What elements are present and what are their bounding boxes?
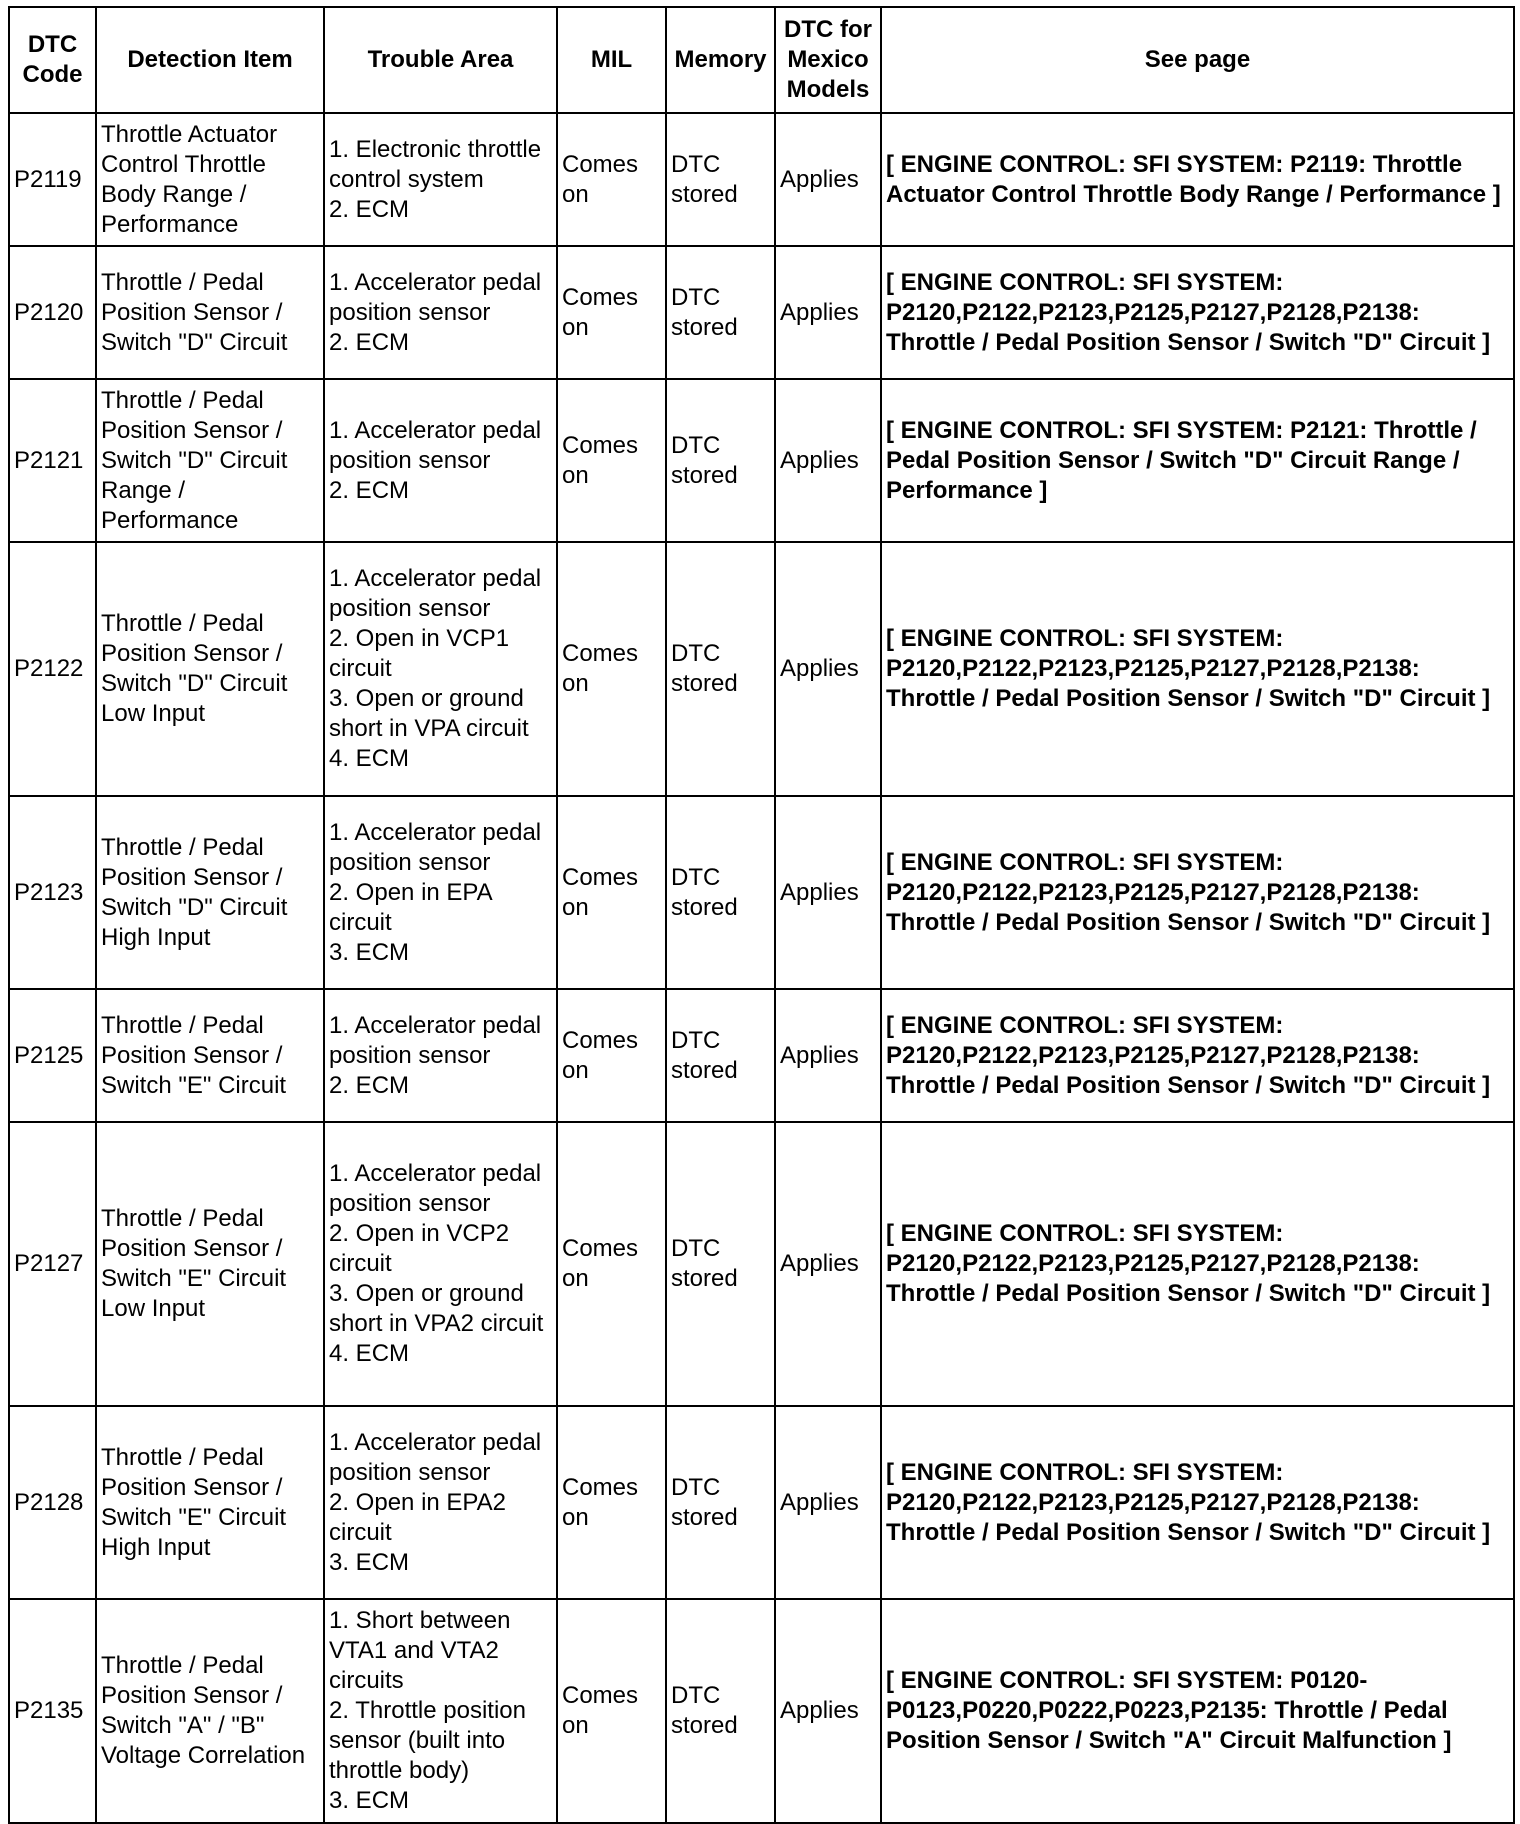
memory-cell: DTC stored — [666, 1599, 775, 1823]
trouble-area-cell — [324, 246, 557, 379]
mexico-cell: Applies — [775, 542, 881, 796]
dtc-code-cell: P2127 — [9, 1122, 96, 1406]
see-page-link[interactable]: [ ENGINE CONTROL: SFI SYSTEM: P2119: Throttle Actuator Control Throttle Body Range / Performance ] — [881, 113, 1514, 246]
see-page-link[interactable]: [ ENGINE CONTROL: SFI SYSTEM: P2121: Throttle / Pedal Position Sensor / Switch "D" Circuit Range / Performance ] — [881, 379, 1514, 542]
trouble-area-line: 2. Open in EPA circuit — [329, 878, 492, 936]
mexico-cell: Applies — [775, 989, 881, 1122]
table-row — [9, 246, 1514, 379]
mil-cell: Comes on — [557, 1599, 666, 1823]
detection-item-cell: Throttle / Pedal Position Sensor / Switch "D" Circuit Range / Performance — [96, 379, 324, 542]
trouble-area-cell — [324, 113, 557, 246]
mexico-cell: Applies — [775, 796, 881, 989]
mil-cell: Comes on — [557, 1406, 666, 1599]
header-mil: MIL — [557, 7, 666, 113]
dtc-code-cell: P2119 — [9, 113, 96, 246]
memory-cell: DTC stored — [666, 989, 775, 1122]
see-page-link[interactable]: [ ENGINE CONTROL: SFI SYSTEM: P2120,P2122,P2123,P2125,P2127,P2128,P2138: Throttle / Pedal Position Sensor / Switch "D" Circuit ] — [881, 1122, 1514, 1406]
trouble-area-cell — [324, 1599, 557, 1823]
trouble-area-line: 2. Open in EPA2 circuit — [329, 1488, 506, 1546]
table-row — [9, 379, 1514, 542]
memory-cell: DTC stored — [666, 379, 775, 542]
detection-item-cell: Throttle / Pedal Position Sensor / Switch "D" Circuit — [96, 246, 324, 379]
header-mexico-models: DTC for Mexico Models — [775, 7, 881, 113]
dtc-table — [8, 6, 1515, 1824]
trouble-area-cell — [324, 542, 557, 796]
trouble-area-line: 1. Accelerator pedal position sensor — [329, 1011, 542, 1069]
trouble-area-line: 3. ECM — [329, 938, 410, 966]
trouble-area-line: 1. Accelerator pedal position sensor — [329, 416, 542, 474]
trouble-area-line: 2. ECM — [329, 1071, 410, 1099]
mil-cell: Comes on — [557, 1122, 666, 1406]
see-page-link[interactable]: [ ENGINE CONTROL: SFI SYSTEM: P2120,P2122,P2123,P2125,P2127,P2128,P2138: Throttle / Pedal Position Sensor / Switch "D" Circuit ] — [881, 542, 1514, 796]
mexico-cell: Applies — [775, 1122, 881, 1406]
table-header-row — [9, 7, 1514, 113]
trouble-area-line: 2. ECM — [329, 195, 410, 223]
trouble-area-cell — [324, 1406, 557, 1599]
see-page-link[interactable]: [ ENGINE CONTROL: SFI SYSTEM: P2120,P2122,P2123,P2125,P2127,P2128,P2138: Throttle / Pedal Position Sensor / Switch "D" Circuit ] — [881, 246, 1514, 379]
dtc-code-cell: P2123 — [9, 796, 96, 989]
detection-item-cell: Throttle Actuator Control Throttle Body Range / Performance — [96, 113, 324, 246]
trouble-area-line: 1. Accelerator pedal position sensor — [329, 565, 542, 622]
see-page-link[interactable]: [ ENGINE CONTROL: SFI SYSTEM: P2120,P2122,P2123,P2125,P2127,P2128,P2138: Throttle / Pedal Position Sensor / Switch "D" Circuit ] — [881, 989, 1514, 1122]
mexico-cell: Applies — [775, 1599, 881, 1823]
trouble-area-line: 1. Accelerator pedal position sensor — [329, 1160, 542, 1217]
trouble-area-cell — [324, 379, 557, 542]
trouble-area-line: 3. Open or ground short in VPA2 circuit — [329, 1280, 544, 1337]
memory-cell: DTC stored — [666, 542, 775, 796]
trouble-area-line: 1. Accelerator pedal position sensor — [329, 818, 542, 876]
detection-item-cell: Throttle / Pedal Position Sensor / Switch "A" / "B" Voltage Correlation — [96, 1599, 324, 1823]
memory-cell: DTC stored — [666, 113, 775, 246]
header-trouble-area: Trouble Area — [324, 7, 557, 113]
trouble-area-cell — [324, 989, 557, 1122]
header-see-page: See page — [881, 7, 1514, 113]
trouble-area-line: 1. Accelerator pedal position sensor — [329, 1428, 542, 1486]
trouble-area-line: 1. Electronic throttle control system — [329, 135, 542, 193]
trouble-area-line: 4. ECM — [329, 1340, 410, 1367]
detection-item-cell: Throttle / Pedal Position Sensor / Switch "E" Circuit Low Input — [96, 1122, 324, 1406]
trouble-area-line: 4. ECM — [329, 745, 410, 772]
mil-cell: Comes on — [557, 246, 666, 379]
trouble-area-line: 3. ECM — [329, 1787, 410, 1814]
table-row — [9, 1122, 1514, 1406]
trouble-area-cell — [324, 796, 557, 989]
table-row — [9, 1599, 1514, 1823]
memory-cell: DTC stored — [666, 1406, 775, 1599]
mil-cell: Comes on — [557, 379, 666, 542]
table-row — [9, 1406, 1514, 1599]
header-detection-item: Detection Item — [96, 7, 324, 113]
mexico-cell: Applies — [775, 246, 881, 379]
dtc-code-cell: P2120 — [9, 246, 96, 379]
trouble-area-line: 1. Accelerator pedal position sensor — [329, 268, 542, 326]
detection-item-cell: Throttle / Pedal Position Sensor / Switch "D" Circuit High Input — [96, 796, 324, 989]
dtc-code-cell: P2125 — [9, 989, 96, 1122]
memory-cell: DTC stored — [666, 1122, 775, 1406]
mexico-cell: Applies — [775, 379, 881, 542]
mexico-cell: Applies — [775, 113, 881, 246]
table-row — [9, 796, 1514, 989]
mil-cell: Comes on — [557, 989, 666, 1122]
header-dtc-code: DTC Code — [9, 7, 96, 113]
mil-cell: Comes on — [557, 796, 666, 989]
trouble-area-line: 2. Throttle position sensor (built into throttle body) — [329, 1697, 527, 1784]
see-page-link[interactable]: [ ENGINE CONTROL: SFI SYSTEM: P2120,P2122,P2123,P2125,P2127,P2128,P2138: Throttle / Pedal Position Sensor / Switch "D" Circuit ] — [881, 796, 1514, 989]
mil-cell: Comes on — [557, 113, 666, 246]
detection-item-cell: Throttle / Pedal Position Sensor / Switch "D" Circuit Low Input — [96, 542, 324, 796]
trouble-area-line: 2. ECM — [329, 328, 410, 356]
header-memory: Memory — [666, 7, 775, 113]
detection-item-cell: Throttle / Pedal Position Sensor / Switch "E" Circuit — [96, 989, 324, 1122]
trouble-area-line: 3. ECM — [329, 1548, 410, 1576]
trouble-area-line: 2. ECM — [329, 476, 410, 504]
trouble-area-line: 2. Open in VCP2 circuit — [329, 1220, 510, 1277]
mexico-cell: Applies — [775, 1406, 881, 1599]
trouble-area-line: 1. Short between VTA1 and VTA2 circuits — [329, 1607, 511, 1694]
trouble-area-line: 2. Open in VCP1 circuit — [329, 625, 510, 682]
see-page-link[interactable]: [ ENGINE CONTROL: SFI SYSTEM: P0120-P0123,P0220,P0222,P0223,P2135: Throttle / Pedal Position Sensor / Switch "A" Circuit Malfunction ] — [881, 1599, 1514, 1823]
mil-cell: Comes on — [557, 542, 666, 796]
dtc-code-cell: P2135 — [9, 1599, 96, 1823]
see-page-link[interactable]: [ ENGINE CONTROL: SFI SYSTEM: P2120,P2122,P2123,P2125,P2127,P2128,P2138: Throttle / Pedal Position Sensor / Switch "D" Circuit ] — [881, 1406, 1514, 1599]
table-row — [9, 542, 1514, 796]
dtc-code-cell: P2121 — [9, 379, 96, 542]
memory-cell: DTC stored — [666, 796, 775, 989]
dtc-code-cell: P2122 — [9, 542, 96, 796]
table-row — [9, 113, 1514, 246]
dtc-code-cell: P2128 — [9, 1406, 96, 1599]
detection-item-cell: Throttle / Pedal Position Sensor / Switch "E" Circuit High Input — [96, 1406, 324, 1599]
trouble-area-cell — [324, 1122, 557, 1406]
trouble-area-line: 3. Open or ground short in VPA circuit — [329, 685, 529, 742]
memory-cell: DTC stored — [666, 246, 775, 379]
table-row — [9, 989, 1514, 1122]
